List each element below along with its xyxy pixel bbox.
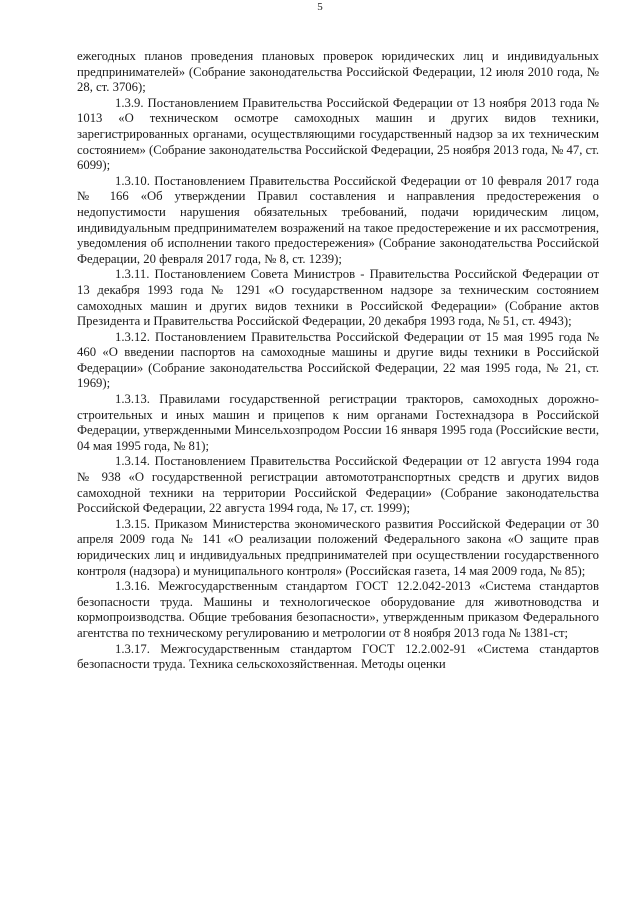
paragraph-1-3-14: 1.3.14. Постановлением Правительства Российской Федерации от 12 августа 1994 года № 938 «О государственной регистрации автомототранспортных средств и других видов самоходной техники на территории Российской Федерации» (Собрание законодательства Российской Федерации, 22 августа 1994 года, № 17, ст. 1999); [77, 454, 599, 516]
paragraph-continuation: ежегодных планов проведения плановых проверок юридических лиц и индивидуальных предпринимателей» (Собрание законодательства Российской Федерации, 12 июля 2010 года, № 28, ст. 3706); [77, 49, 599, 95]
paragraph-1-3-9: 1.3.9. Постановлением Правительства Российской Федерации от 13 ноября 2013 года № 1013 «О техническом осмотре самоходных машин и других видов техники, зарегистрированных органами, осуществляющими государственный надзор за их техническим состоянием» (Собрание законодательства Российской Федерации, 25 ноября 2013 года, № 47, ст. 6099); [77, 95, 599, 173]
paragraph-1-3-13: 1.3.13. Правилами государственной регистрации тракторов, самоходных дорожно-строительных и иных машин и прицепов к ним органами Гостехнадзора в Российской Федерации, утвержденными Минсельхозпродом России 16 января 1995 года (Российские вести, 04 мая 1995 года, № 81); [77, 392, 599, 453]
paragraph-1-3-15: 1.3.15. Приказом Министерства экономического развития Российской Федерации от 30 апреля 2009 года № 141 «О реализации положений Федерального закона «О защите прав юридических лиц и индивидуальных предпринимателей при осуществлении государственного контроля (надзора) и муниципального контроля» (Российская газета, 14 мая 2009 года, № 85); [77, 516, 599, 578]
paragraph-1-3-16: 1.3.16. Межгосударственным стандартом ГОСТ 12.2.042-2013 «Система стандартов безопасности труда. Машины и технологическое оборудование для животноводства и кормопроизводства. Общие требования безопасности», утвержденным приказом Федерального агентства по техническому регулированию и метрологии от 8 ноября 2013 года № 1381-ст; [77, 579, 599, 640]
paragraph-1-3-10: 1.3.10. Постановлением Правительства Российской Федерации от 10 февраля 2017 года № 166 «Об утверждении Правил составления и направления предостережения о недопустимости нарушения обязательных требований, подачи юридическим лицом, индивидуальным предпринимателем возражений на такое предостережение и их рассмотрения, уведомления об исполнении такого предостережения» (Собрание законодательства Российской Федерации, 20 февраля 2017 года, № 8, ст. 1239); [77, 173, 599, 266]
paragraph-1-3-12: 1.3.12. Постановлением Правительства Российской Федерации от 15 мая 1995 года № 460 «О введении паспортов на самоходные машины и другие виды техники в Российской Федерации» (Собрание законодательства Российской Федерации, 22 мая 1995 года, № 21, ст. 1969); [77, 329, 599, 391]
paragraph-1-3-11: 1.3.11. Постановлением Совета Министров - Правительства Российской Федерации от 13 декабря 1993 года № 1291 «О государственном надзоре за техническим состоянием самоходных машин и других видов техники в Российской Федерации» (Собрание актов Президента и Правительства Российской Федерации, 20 декабря 1993 года, № 51, ст. 4943); [77, 267, 599, 329]
paragraph-1-3-17: 1.3.17. Межгосударственным стандартом ГОСТ 12.2.002-91 «Система стандартов безопасности труда. Техника сельскохозяйственная. Методы оценки [77, 641, 599, 672]
page-body [77, 49, 599, 673]
page-number: 5 [317, 1, 323, 13]
